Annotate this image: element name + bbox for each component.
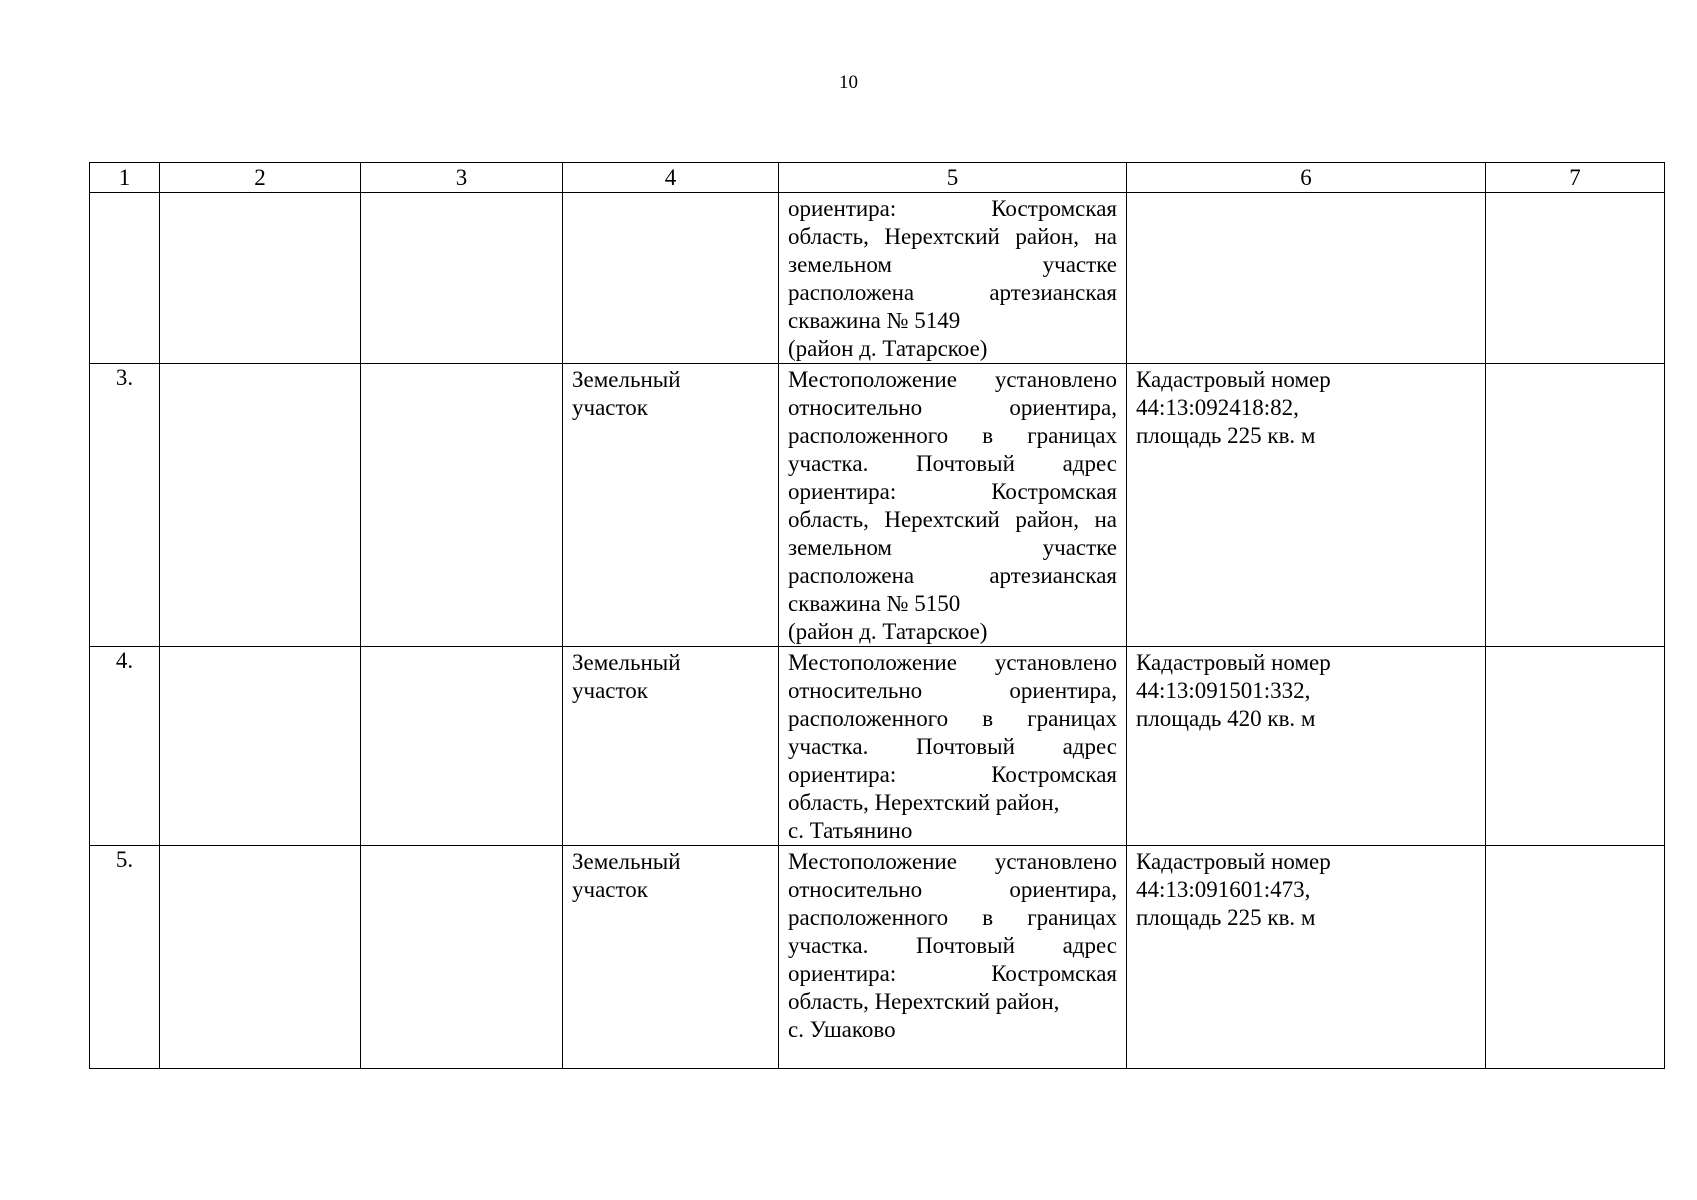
table-row xyxy=(90,647,1665,846)
location-line: область, Нерехтский район, xyxy=(788,790,1060,815)
cell-object-type xyxy=(563,647,779,846)
location-line: относительно ориентира, xyxy=(788,395,1117,420)
header-cell-7: 7 xyxy=(1486,163,1665,193)
cell-location xyxy=(779,647,1127,846)
row-number xyxy=(90,193,160,364)
cell-location xyxy=(779,846,1127,1069)
cadastral-line: Кадастровый номер xyxy=(1136,367,1331,392)
location-line: Местоположение установлено xyxy=(788,367,1117,392)
cell-col2 xyxy=(160,846,361,1069)
cell-cadastral xyxy=(1127,364,1486,647)
location-line: с. Ушаково xyxy=(788,1017,896,1042)
location-line: участка. Почтовый адрес xyxy=(788,451,1117,476)
location-line: расположенного в границах xyxy=(788,706,1117,731)
cell-col7 xyxy=(1486,846,1665,1069)
cadastral-line: 44:13:091601:473, xyxy=(1136,877,1311,902)
location-line: земельном участке xyxy=(788,252,1117,277)
cadastral-line: 44:13:091501:332, xyxy=(1136,678,1311,703)
location-line: с. Татьянино xyxy=(788,818,913,843)
location-line: расположена артезианская xyxy=(788,563,1117,588)
cell-object-type xyxy=(563,364,779,647)
table-row xyxy=(90,364,1665,647)
page-number: 10 xyxy=(839,72,858,93)
location-line: относительно ориентира, xyxy=(788,877,1117,902)
cadastral-line: площадь 225 кв. м xyxy=(1136,423,1316,448)
cell-col2 xyxy=(160,364,361,647)
cell-col2 xyxy=(160,647,361,846)
location-line: расположена артезианская xyxy=(788,280,1117,305)
cell-col3 xyxy=(361,193,563,364)
cell-col7 xyxy=(1486,193,1665,364)
row-number: 4. xyxy=(90,647,160,846)
location-line: область, Нерехтский район, на xyxy=(788,507,1117,532)
land-plots-table xyxy=(89,162,1665,1069)
object-type-line: участок xyxy=(572,395,648,420)
cell-object-type xyxy=(563,846,779,1069)
location-line: ориентира: Костромская xyxy=(788,479,1117,504)
location-line: расположенного в границах xyxy=(788,423,1117,448)
cell-cadastral xyxy=(1127,647,1486,846)
cadastral-line: 44:13:092418:82, xyxy=(1136,395,1299,420)
object-type-line: участок xyxy=(572,877,648,902)
cell-cadastral xyxy=(1127,193,1486,364)
row-number: 5. xyxy=(90,846,160,1069)
location-line: относительно ориентира, xyxy=(788,678,1117,703)
location-line: скважина № 5149 xyxy=(788,308,961,333)
cadastral-line: Кадастровый номер xyxy=(1136,650,1331,675)
location-line: область, Нерехтский район, на xyxy=(788,224,1117,249)
cell-object-type xyxy=(563,193,779,364)
location-line: скважина № 5150 xyxy=(788,591,961,616)
header-cell-4: 4 xyxy=(563,163,779,193)
cell-col7 xyxy=(1486,364,1665,647)
cell-col2 xyxy=(160,193,361,364)
cadastral-line: Кадастровый номер xyxy=(1136,849,1331,874)
header-cell-6: 6 xyxy=(1127,163,1486,193)
table-header-row xyxy=(90,163,1665,193)
row-number: 3. xyxy=(90,364,160,647)
header-cell-2: 2 xyxy=(160,163,361,193)
cell-col3 xyxy=(361,364,563,647)
cell-cadastral xyxy=(1127,846,1486,1069)
cadastral-line: площадь 225 кв. м xyxy=(1136,905,1316,930)
location-line: земельном участке xyxy=(788,535,1117,560)
header-cell-3: 3 xyxy=(361,163,563,193)
location-line: расположенного в границах xyxy=(788,905,1117,930)
object-type-line: Земельный xyxy=(572,650,681,675)
location-line: (район д. Татарское) xyxy=(788,619,988,644)
object-type-line: участок xyxy=(572,678,648,703)
location-line: Местоположение установлено xyxy=(788,849,1117,874)
table-row xyxy=(90,846,1665,1069)
cadastral-line: площадь 420 кв. м xyxy=(1136,706,1316,731)
cell-location xyxy=(779,193,1127,364)
cell-col7 xyxy=(1486,647,1665,846)
location-line: ориентира: Костромская xyxy=(788,762,1117,787)
location-line: ориентира: Костромская xyxy=(788,961,1117,986)
cell-col3 xyxy=(361,846,563,1069)
location-line: область, Нерехтский район, xyxy=(788,989,1060,1014)
cell-col3 xyxy=(361,647,563,846)
header-cell-5: 5 xyxy=(779,163,1127,193)
location-line: Местоположение установлено xyxy=(788,650,1117,675)
location-line: (район д. Татарское) xyxy=(788,336,988,361)
location-line: участка. Почтовый адрес xyxy=(788,734,1117,759)
location-line: ориентира: Костромская xyxy=(788,196,1117,221)
object-type-line: Земельный xyxy=(572,367,681,392)
header-cell-1: 1 xyxy=(90,163,160,193)
object-type-line: Земельный xyxy=(572,849,681,874)
cell-location xyxy=(779,364,1127,647)
location-line: участка. Почтовый адрес xyxy=(788,933,1117,958)
table-row xyxy=(90,193,1665,364)
